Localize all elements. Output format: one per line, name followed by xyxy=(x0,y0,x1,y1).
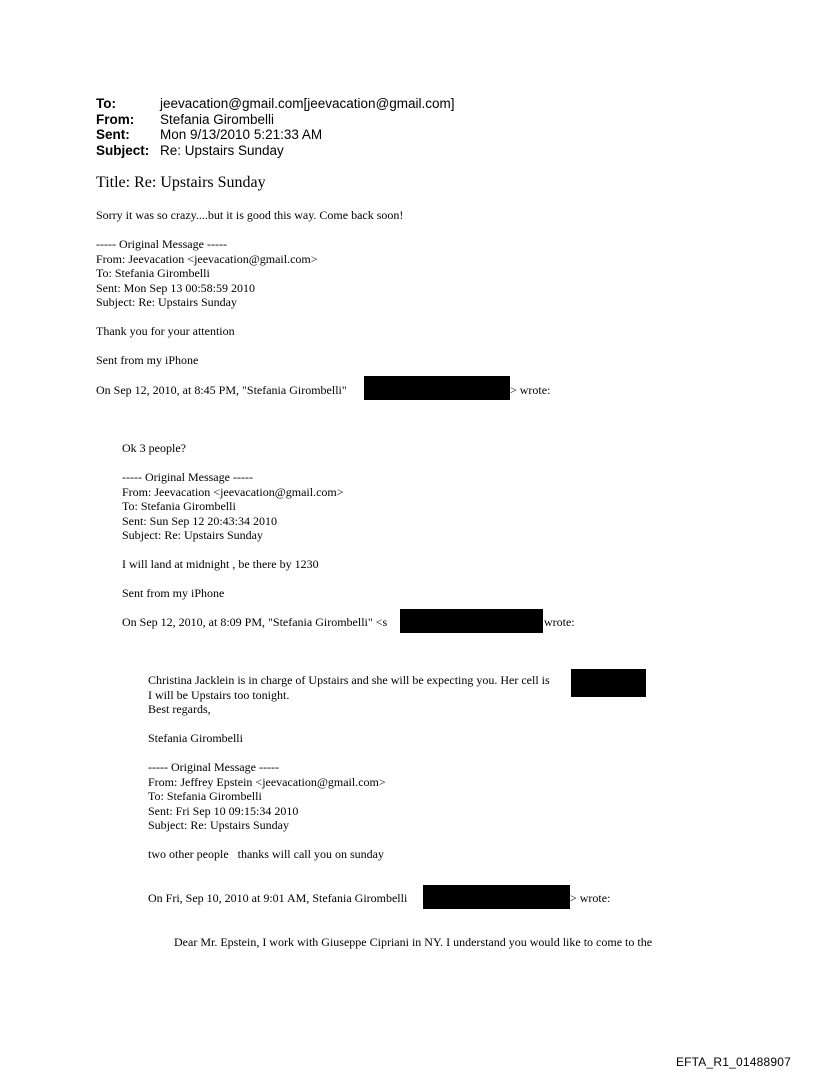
to-row xyxy=(96,96,455,112)
wrote-line: On Sep 12, 2010, at 8:45 PM, "Stefania Girombelli" xyxy=(96,383,347,397)
from-row xyxy=(96,112,455,128)
iphone-signature: Sent from my iPhone xyxy=(96,353,199,367)
sent-row xyxy=(96,127,455,143)
land-text: I will land at midnight , be there by 1230 xyxy=(122,557,319,571)
original-subject: Subject: Re: Upstairs Sunday xyxy=(148,818,289,832)
subject-value: Re: Upstairs Sunday xyxy=(160,142,284,158)
christina-text: Christina Jacklein is in charge of Upstairs and she will be expecting you. Her cell is xyxy=(148,673,550,687)
redaction-box xyxy=(364,376,510,400)
original-to: To: Stefania Girombelli xyxy=(148,789,262,803)
reply-text: Sorry it was so crazy....but it is good this way. Come back soon! xyxy=(96,208,404,222)
document-title: Title: Re: Upstairs Sunday xyxy=(96,174,266,191)
original-sent: Sent: Fri Sep 10 09:15:34 2010 xyxy=(148,803,299,818)
from-label: From: xyxy=(96,111,135,127)
original-to: To: Stefania Girombelli xyxy=(96,266,210,280)
original-from: From: Jeevacation <jeevacation@gmail.com> xyxy=(122,484,344,499)
original-from: From: Jeffrey Epstein <jeevacation@gmail.com> xyxy=(148,774,386,789)
signature-name: Stefania Girombelli xyxy=(148,731,243,745)
original-from: From: Jeevacation <jeevacation@gmail.com> xyxy=(96,251,318,266)
subject-row xyxy=(96,143,455,159)
wrote-suffix: wrote: xyxy=(544,615,575,629)
two-people-text: two other people thanks will call you on sunday xyxy=(148,847,384,861)
document-id: EFTA_R1_01488907 xyxy=(675,1055,791,1069)
to-value: jeevacation@gmail.com[jeevacation@gmail.com] xyxy=(160,96,455,111)
wrote-line: On Fri, Sep 10, 2010 at 9:01 AM, Stefania Girombelli xyxy=(148,891,408,905)
original-subject: Subject: Re: Upstairs Sunday xyxy=(122,528,263,542)
redaction-box xyxy=(571,669,646,697)
regards-text: Best regards, xyxy=(148,702,211,716)
upstairs-text: I will be Upstairs too tonight. xyxy=(148,687,290,702)
original-to: To: Stefania Girombelli xyxy=(122,499,236,513)
original-message-divider: ----- Original Message ----- xyxy=(148,760,279,774)
redaction-box xyxy=(423,885,570,909)
email-header xyxy=(96,96,455,158)
subject-label: Subject: xyxy=(96,142,150,158)
dear-text: Dear Mr. Epstein, I work with Giuseppe Cipriani in NY. I understand you would like to come to the xyxy=(174,935,653,949)
redaction-box xyxy=(400,609,543,633)
ok-three-text: Ok 3 people? xyxy=(122,441,186,455)
original-subject: Subject: Re: Upstairs Sunday xyxy=(96,295,237,309)
iphone-signature: Sent from my iPhone xyxy=(122,586,225,600)
wrote-suffix: > wrote: xyxy=(510,383,551,397)
sent-value: Mon 9/13/2010 5:21:33 AM xyxy=(160,127,323,142)
sent-label: Sent: xyxy=(96,127,130,142)
original-sent: Sent: Mon Sep 13 00:58:59 2010 xyxy=(96,280,256,295)
wrote-line: On Sep 12, 2010, at 8:09 PM, "Stefania Girombelli" <s xyxy=(122,615,388,629)
original-sent: Sent: Sun Sep 12 20:43:34 2010 xyxy=(122,513,278,528)
thanks-text: Thank you for your attention xyxy=(96,324,235,338)
original-message-divider: ----- Original Message ----- xyxy=(96,237,227,251)
from-value: Stefania Girombelli xyxy=(160,111,275,127)
to-label: To: xyxy=(96,96,116,111)
wrote-suffix: > wrote: xyxy=(570,891,611,905)
original-message-divider: ----- Original Message ----- xyxy=(122,470,253,484)
